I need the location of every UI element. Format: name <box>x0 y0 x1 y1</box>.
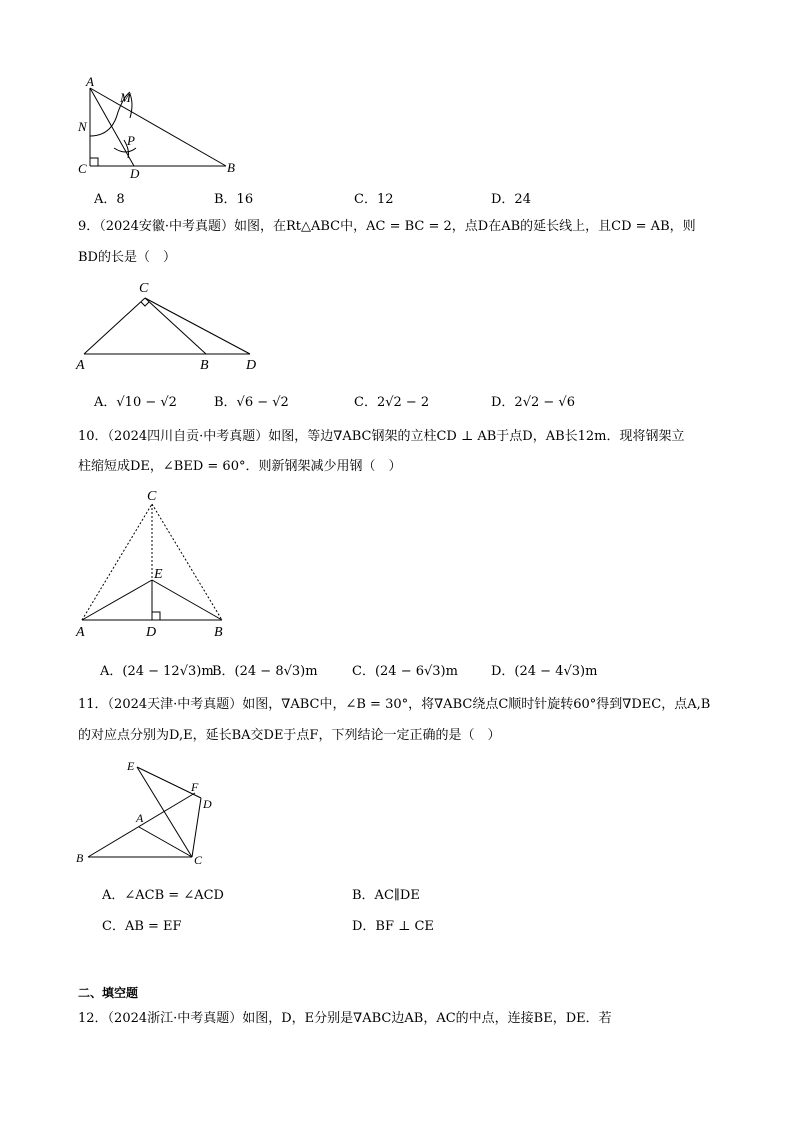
q12-stem-line1: 12．（2024浙江·中考真题）如图，D，E分别是∇ABC边AB，AC的中点，连接BE，DE．若 <box>78 1011 612 1026</box>
q9-option-b: B．√6 − √2 <box>214 395 289 410</box>
q9-option-a: A．√10 − √2 <box>94 395 177 410</box>
q8-option-c: C．12 <box>354 192 394 207</box>
section-title-fill-in: 二、填空题 <box>78 986 139 1000</box>
q8-label-B: B <box>227 160 235 175</box>
q8-label-M: M <box>120 90 131 105</box>
q9-stem-line2: BD的长是（ ） <box>78 250 176 265</box>
q8-label-C: C <box>78 161 87 176</box>
q11-stem-line2: 的对应点分别为D,E，延长BA交DE于点F，下列结论一定正确的是（ ） <box>78 728 501 743</box>
q10-stem-line1: 10．（2024四川自贡·中考真题）如图，等边∇ABC钢架的立柱CD ⊥ AB于点D，AB长12m．现将钢架立 <box>78 429 685 444</box>
q9-label-A: A <box>76 358 85 373</box>
q9-stem-line1: 9．（2024安徽·中考真题）如图，在Rt△ABC中，AC = BC = 2，点D在AB的延长线上，且CD = AB，则 <box>78 219 696 234</box>
q9-option-d: D．2√2 − √6 <box>491 395 575 410</box>
q8-option-a: A．8 <box>94 192 125 207</box>
q11-stem-line1: 11．（2024天津·中考真题）如图，∇ABC中，∠B = 30°，将∇ABC绕点C顺时针旋转60°得到∇DEC，点A,B <box>78 697 711 712</box>
q9-figure <box>70 274 270 374</box>
q10-option-b: B．(24 − 8√3)m <box>212 664 318 679</box>
q11-label-F: F <box>191 780 199 794</box>
q10-label-D: D <box>146 625 157 640</box>
q11-option-c: C．AB = EF <box>102 919 182 934</box>
q9-label-C: C <box>139 281 149 296</box>
q11-label-D: D <box>203 797 212 811</box>
q11-option-a: A．∠ACB = ∠ACD <box>102 888 224 903</box>
q9-label-D: D <box>246 358 257 373</box>
q8-figure <box>70 74 250 184</box>
q11-option-d: D．BF ⊥ CE <box>352 919 434 934</box>
q11-label-B: B <box>76 851 84 865</box>
q11-figure <box>70 756 230 868</box>
q10-stem-line2: 柱缩短成DE，∠BED = 60°．则新钢架减少用钢（ ） <box>78 459 402 474</box>
q8-label-N: N <box>78 119 87 134</box>
q11-label-E: E <box>127 759 135 773</box>
q11-label-C: C <box>194 853 203 867</box>
q8-option-b: B．16 <box>214 192 254 207</box>
q8-label-A: A <box>86 74 94 89</box>
q8-option-d: D．24 <box>491 192 531 207</box>
q9-label-B: B <box>200 358 209 373</box>
q11-option-b: B．AC∥DE <box>352 888 420 903</box>
q8-label-P: P <box>127 133 135 148</box>
q10-label-E: E <box>154 567 163 582</box>
q10-label-C: C <box>147 489 157 504</box>
q10-label-A: A <box>76 625 85 640</box>
q10-label-B: B <box>214 625 223 640</box>
q8-label-D: D <box>130 166 140 181</box>
q10-figure <box>70 484 240 644</box>
q11-label-A: A <box>136 811 144 825</box>
q10-option-c: C．(24 − 6√3)m <box>352 664 458 679</box>
q10-option-a: A．(24 − 12√3)m <box>100 664 214 679</box>
q10-option-d: D．(24 − 4√3)m <box>491 664 598 679</box>
q9-option-c: C．2√2 − 2 <box>354 395 430 410</box>
